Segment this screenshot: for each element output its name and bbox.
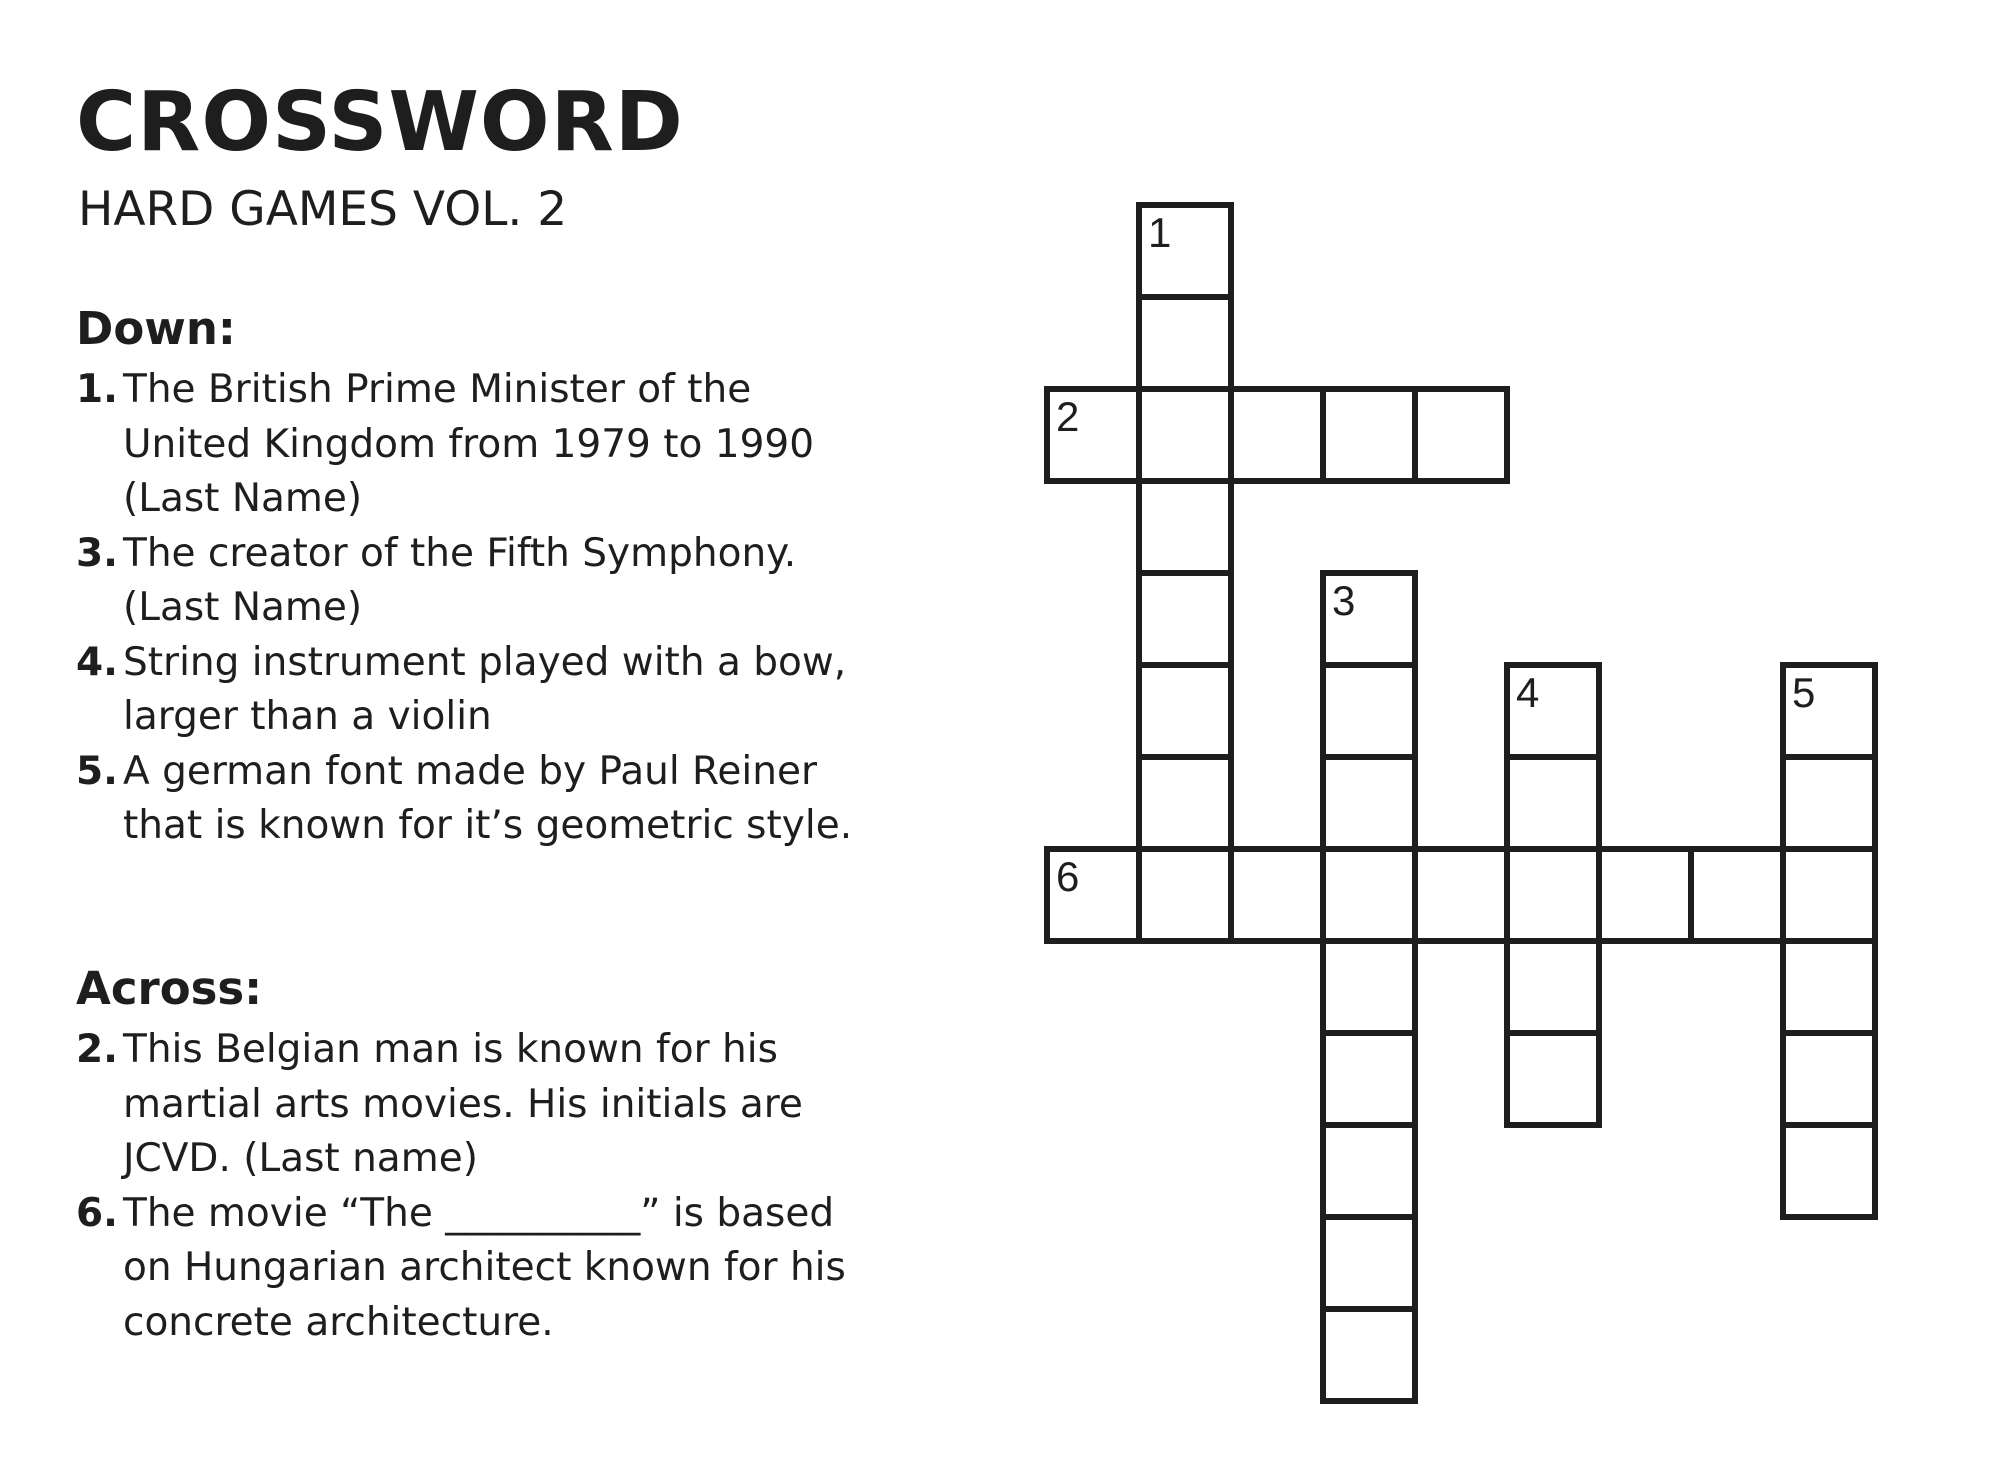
crossword-cell[interactable] bbox=[1504, 662, 1602, 760]
crossword-cell[interactable] bbox=[1136, 386, 1234, 484]
crossword-cell[interactable] bbox=[1044, 846, 1142, 944]
crossword-cell[interactable] bbox=[1780, 938, 1878, 1036]
crossword-cell[interactable] bbox=[1136, 846, 1234, 944]
crossword-cell[interactable] bbox=[1780, 846, 1878, 944]
crossword-cell[interactable] bbox=[1320, 846, 1418, 944]
clue-text: The British Prime Minister of the United Kingdom from 1979 to 1990 (Last Name) bbox=[123, 367, 815, 521]
crossword-cell[interactable] bbox=[1136, 478, 1234, 576]
crossword-cell[interactable] bbox=[1780, 1122, 1878, 1220]
clue-text: String instrument played with a bow, larger than a violin bbox=[123, 639, 847, 739]
across-heading: Across: bbox=[76, 962, 263, 1015]
cell-number: 5 bbox=[1792, 669, 1816, 716]
crossword-cell[interactable] bbox=[1504, 846, 1602, 944]
crossword-cell[interactable] bbox=[1136, 662, 1234, 760]
page-subtitle: HARD GAMES VOL. 2 bbox=[78, 182, 568, 237]
cell-number: 1 bbox=[1148, 209, 1172, 256]
clue-number: 2. bbox=[76, 1027, 118, 1072]
cell-number: 3 bbox=[1332, 577, 1356, 624]
crossword-cell[interactable] bbox=[1320, 1122, 1418, 1220]
cell-number: 6 bbox=[1056, 853, 1080, 900]
crossword-cell[interactable] bbox=[1320, 1030, 1418, 1128]
crossword-cell[interactable] bbox=[1504, 754, 1602, 852]
clue-text: The creator of the Fifth Symphony. (Last Name) bbox=[123, 530, 797, 630]
crossword-cell[interactable] bbox=[1320, 754, 1418, 852]
clue-text: The movie “The __________” is based on Hungarian architect known for his concrete architecture. bbox=[123, 1190, 846, 1345]
cell-number: 4 bbox=[1516, 669, 1540, 716]
crossword-cell[interactable] bbox=[1504, 1030, 1602, 1128]
crossword-cell[interactable] bbox=[1780, 1030, 1878, 1128]
down-heading: Down: bbox=[76, 302, 236, 355]
clue-text: This Belgian man is known for his martial arts movies. His initials are JCVD. (Last name) bbox=[123, 1027, 803, 1181]
clue-number: 6. bbox=[76, 1190, 118, 1236]
crossword-cell[interactable] bbox=[1688, 846, 1786, 944]
crossword-cell[interactable] bbox=[1596, 846, 1694, 944]
clue-number: 3. bbox=[76, 530, 118, 576]
crossword-cell[interactable] bbox=[1320, 662, 1418, 760]
crossword-cell[interactable] bbox=[1780, 754, 1878, 852]
crossword-cell[interactable] bbox=[1136, 570, 1234, 668]
clue-number: 4. bbox=[76, 639, 118, 685]
cell-number: 2 bbox=[1056, 393, 1080, 440]
clue-number: 5. bbox=[76, 748, 118, 794]
crossword-cell[interactable] bbox=[1504, 938, 1602, 1036]
crossword-cell[interactable] bbox=[1320, 570, 1418, 668]
crossword-cell[interactable] bbox=[1780, 662, 1878, 760]
clue-text: A german font made by Paul Reiner that is known for it’s geometric style. bbox=[123, 748, 853, 848]
crossword-cell[interactable] bbox=[1228, 386, 1326, 484]
page-title: CROSSWORD bbox=[76, 75, 684, 170]
crossword-cell[interactable] bbox=[1228, 846, 1326, 944]
crossword-cell[interactable] bbox=[1320, 386, 1418, 484]
crossword-cell[interactable] bbox=[1320, 1214, 1418, 1312]
clue-number: 1. bbox=[76, 367, 118, 412]
crossword-cell[interactable] bbox=[1412, 386, 1510, 484]
crossword-cell[interactable] bbox=[1136, 754, 1234, 852]
crossword-cell[interactable] bbox=[1136, 202, 1234, 300]
crossword-cell[interactable] bbox=[1412, 846, 1510, 944]
crossword-cell[interactable] bbox=[1320, 938, 1418, 1036]
crossword-cell[interactable] bbox=[1136, 294, 1234, 392]
crossword-cell[interactable] bbox=[1320, 1306, 1418, 1404]
crossword-cell[interactable] bbox=[1044, 386, 1142, 484]
